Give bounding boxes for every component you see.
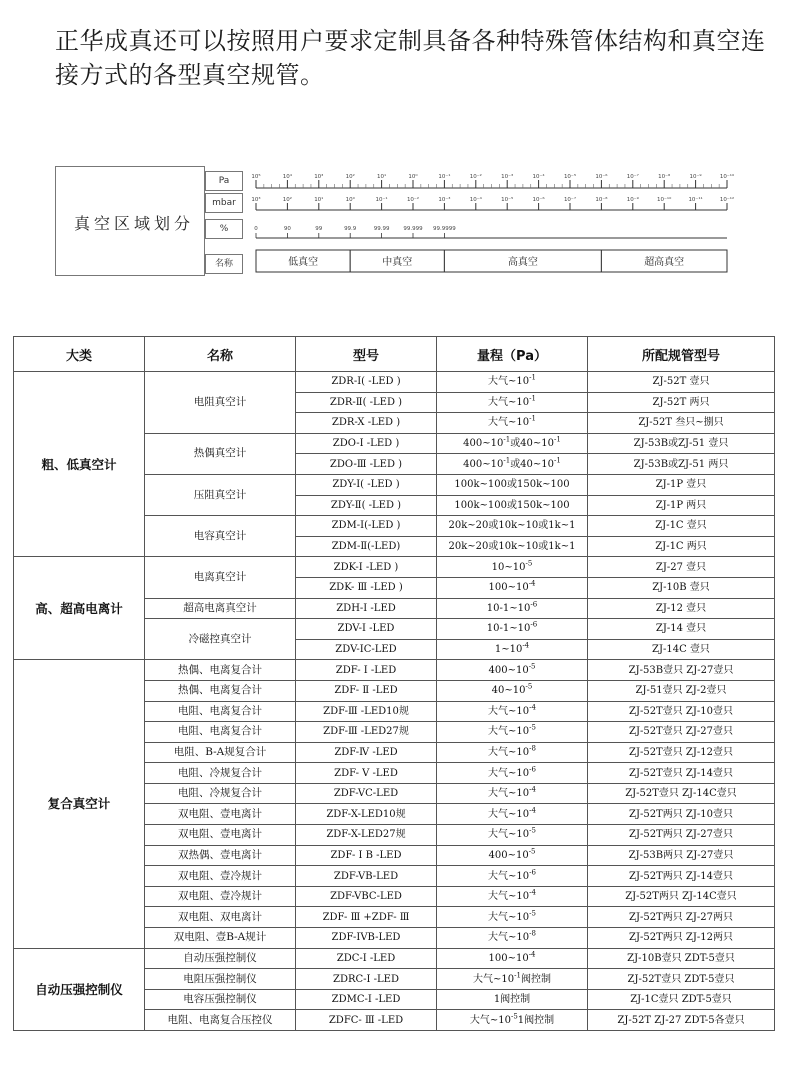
range-cell: 大气$\sim 10^{-1}$ — [437, 372, 588, 393]
pa-tick-label: 10⁻³ — [501, 174, 514, 180]
percent-tick-label: 90 — [283, 226, 291, 232]
range-cell: 100k~100或150k~100 — [437, 474, 588, 495]
region-label: 低真空 — [288, 257, 319, 268]
instrument-name-cell: 电阻、电离复合计 — [145, 722, 296, 743]
range-cell: 100k~100或150k~100 — [437, 495, 588, 516]
range-cell: 大气$\sim 10^{-5}1$阀控制 — [437, 1010, 588, 1031]
model-cell: ZDY-Ⅰ( -LED ) — [296, 474, 437, 495]
range-cell: $100\sim 10^{-4}$ — [437, 948, 588, 969]
instrument-name-cell: 电阻、冷规复合计 — [145, 763, 296, 784]
instrument-name-cell: 电阻、电离复合计 — [145, 701, 296, 722]
range-cell: $100\sim 10^{-4}$ — [437, 577, 588, 598]
gauge-cell: ZJ-10B 壹只 — [588, 577, 775, 598]
model-cell: ZDF-VC-LED — [296, 783, 437, 804]
header-model: 型号 — [296, 337, 437, 372]
model-cell: ZDY-Ⅱ( -LED ) — [296, 495, 437, 516]
instrument-name-cell: 电阻真空计 — [145, 372, 296, 434]
range-cell: 大气$\sim 10^{-4}$ — [437, 783, 588, 804]
model-cell: ZDF-X-LED27规 — [296, 825, 437, 846]
mbar-tick-label: 10⁻⁶ — [532, 197, 545, 203]
model-cell: ZDMC-Ⅰ -LED — [296, 989, 437, 1010]
mbar-tick-label: 10⁻⁴ — [469, 197, 482, 203]
model-cell: ZDF-Ⅲ -LED10规 — [296, 701, 437, 722]
instrument-name-cell: 双电阻、壹B-A规计 — [145, 928, 296, 949]
model-cell: ZDV-IC-LED — [296, 639, 437, 660]
pa-tick-label: 10⁻¹ — [438, 174, 451, 180]
model-cell: ZDM-Ⅱ(-LED) — [296, 536, 437, 557]
instrument-name-cell: 热偶、电离复合计 — [145, 680, 296, 701]
pa-tick-label: 10⁻⁹ — [689, 174, 702, 180]
gauge-cell: ZJ-52T壹只 ZJ-10壹只 — [588, 701, 775, 722]
header-range: 量程（Pa） — [437, 337, 588, 372]
mbar-tick-label: 10⁻¹¹ — [688, 197, 703, 203]
model-cell: ZDRC-Ⅰ -LED — [296, 969, 437, 990]
model-cell: ZDR-Ⅰ( -LED ) — [296, 372, 437, 393]
instrument-name-cell: 电阻、电离复合压控仪 — [145, 1010, 296, 1031]
instrument-name-cell: 超高电离真空计 — [145, 598, 296, 619]
model-cell: ZDM-Ⅰ(-LED ) — [296, 516, 437, 537]
table-row — [14, 948, 775, 969]
mbar-tick-label: 10¹ — [314, 197, 324, 203]
gauge-cell: ZJ-14 壹只 — [588, 619, 775, 640]
gauge-cell: ZJ-53B或ZJ-51 两只 — [588, 454, 775, 475]
instrument-name-cell: 电离真空计 — [145, 557, 296, 598]
model-cell: ZDF- Ⅱ -LED — [296, 680, 437, 701]
percent-tick-label: 99.9999 — [433, 226, 456, 232]
gauge-cell: ZJ-52T壹只 ZJ-27壹只 — [588, 722, 775, 743]
range-cell: 大气$\sim 10^{-4}$ — [437, 886, 588, 907]
pa-tick-label: 10⁻¹⁰ — [719, 174, 735, 180]
region-label: 高真空 — [507, 257, 538, 268]
pa-tick-label: 10⁻⁶ — [595, 174, 608, 180]
gauge-cell: ZJ-51壹只 ZJ-2壹只 — [588, 680, 775, 701]
instrument-name-cell: 冷磁控真空计 — [145, 619, 296, 660]
range-cell: $400\sim 10^{-1}$或$40\sim 10^{-1}$ — [437, 433, 588, 454]
gauge-cell: ZJ-10B壹只 ZDT-5壹只 — [588, 948, 775, 969]
instrument-name-cell: 电容压强控制仪 — [145, 989, 296, 1010]
scale-axes — [55, 166, 735, 276]
model-cell: ZDF- Ⅰ -LED — [296, 660, 437, 681]
range-cell: 大气$\sim 10^{-5}$ — [437, 907, 588, 928]
gauge-cell: ZJ-1C壹只 ZDT-5壹只 — [588, 989, 775, 1010]
instrument-name-cell: 自动压强控制仪 — [145, 948, 296, 969]
pa-tick-label: 10⁰ — [408, 174, 418, 180]
gauge-cell: ZJ-52T两只 ZJ-12两只 — [588, 928, 775, 949]
mbar-tick-label: 10² — [282, 197, 293, 203]
range-cell: 20k~20或10k~10或1k~1 — [437, 516, 588, 537]
unit-name-label: 名称 — [205, 254, 243, 274]
gauge-cell: ZJ-53B或ZJ-51 壹只 — [588, 433, 775, 454]
model-cell: ZDF-Ⅳ -LED — [296, 742, 437, 763]
header-name: 名称 — [145, 337, 296, 372]
gauge-cell: ZJ-1C 两只 — [588, 536, 775, 557]
gauge-cell: ZJ-52T 叁只~捌只 — [588, 413, 775, 434]
mbar-tick-label: 10⁰ — [345, 197, 355, 203]
range-cell: 大气$\sim 10^{-8}$ — [437, 742, 588, 763]
model-cell: ZDF-Ⅲ -LED27规 — [296, 722, 437, 743]
range-cell: 大气$\sim 10^{-4}$ — [437, 804, 588, 825]
header-category: 大类 — [14, 337, 145, 372]
instrument-name-cell: 双电阻、壹电离计 — [145, 825, 296, 846]
percent-tick-label: 99.99 — [373, 226, 390, 232]
range-cell: 大气$\sim 10^{-6}$ — [437, 763, 588, 784]
mbar-tick-label: 10⁻¹⁰ — [657, 197, 672, 203]
gauge-cell: ZJ-52T 两只 — [588, 392, 775, 413]
mbar-tick-label: 10⁻² — [406, 197, 420, 203]
model-cell: ZDF- Ⅴ -LED — [296, 763, 437, 784]
category-cell: 复合真空计 — [14, 660, 145, 948]
range-cell: 大气$\sim 10^{-5}$ — [437, 825, 588, 846]
model-cell: ZDK-Ⅰ -LED ) — [296, 557, 437, 578]
instrument-name-cell: 双电阻、双电离计 — [145, 907, 296, 928]
table-row — [14, 660, 775, 681]
gauge-cell: ZJ-1P 两只 — [588, 495, 775, 516]
range-cell: 大气$\sim 10^{-6}$ — [437, 866, 588, 887]
model-cell: ZDK- Ⅲ -LED ) — [296, 577, 437, 598]
pa-tick-label: 10⁻² — [469, 174, 482, 180]
instrument-name-cell: 双热偶、壹电离计 — [145, 845, 296, 866]
range-cell: $10\sim 10^{-5}$ — [437, 557, 588, 578]
category-cell: 粗、低真空计 — [14, 372, 145, 557]
range-cell: 1阀控制 — [437, 989, 588, 1010]
page-heading: 正华成真还可以按照用户要求定制具备各种特殊管体结构和真空连接方式的各型真空规管。 — [55, 27, 766, 89]
range-cell: 大气$\sim 10^{-5}$ — [437, 722, 588, 743]
gauge-cell: ZJ-27 壹只 — [588, 557, 775, 578]
instrument-name-cell: 热偶、电离复合计 — [145, 660, 296, 681]
gauge-cell: ZJ-53B两只 ZJ-27壹只 — [588, 845, 775, 866]
gauge-cell: ZJ-52T两只 ZJ-14C壹只 — [588, 886, 775, 907]
model-cell: ZDO-Ⅰ -LED ) — [296, 433, 437, 454]
category-cell: 高、超高电离计 — [14, 557, 145, 660]
mbar-tick-label: 10⁻³ — [438, 197, 451, 203]
instrument-name-cell: 电容真空计 — [145, 516, 296, 557]
model-cell: ZDC-Ⅰ -LED — [296, 948, 437, 969]
region-label: 中真空 — [382, 257, 413, 268]
instrument-name-cell: 压阻真空计 — [145, 474, 296, 515]
gauge-cell: ZJ-14C 壹只 — [588, 639, 775, 660]
mbar-tick-label: 10⁻¹ — [375, 197, 388, 203]
range-cell: 大气$\sim 10^{-1}$ — [437, 392, 588, 413]
gauge-cell: ZJ-52T 壹只 — [588, 372, 775, 393]
range-cell: $400\sim 10^{-1}$或$40\sim 10^{-1}$ — [437, 454, 588, 475]
range-cell: $1\sim 10^{-4}$ — [437, 639, 588, 660]
mbar-tick-label: 10³ — [251, 197, 261, 203]
pa-tick-label: 10⁻⁴ — [532, 174, 545, 180]
figure-title: 真空区域划分 — [74, 214, 195, 233]
gauge-cell: ZJ-52T ZJ-27 ZDT-5各壹只 — [588, 1010, 775, 1031]
gauge-cell: ZJ-52T壹只 ZDT-5壹只 — [588, 969, 775, 990]
pa-tick-label: 10⁴ — [282, 174, 293, 180]
range-cell: $400\sim 10^{-5}$ — [437, 845, 588, 866]
header-gauge: 所配规管型号 — [588, 337, 775, 372]
instrument-name-cell: 电阻、B-A规复合计 — [145, 742, 296, 763]
table-body — [14, 372, 775, 1031]
range-cell: 大气$\sim 10^{-4}$ — [437, 701, 588, 722]
mbar-tick-label: 10⁻⁵ — [501, 197, 514, 203]
pa-tick-label: 10⁵ — [251, 174, 261, 180]
gauge-cell: ZJ-52T壹只 ZJ-14壹只 — [588, 763, 775, 784]
pa-tick-label: 10³ — [314, 174, 324, 180]
pa-tick-label: 10² — [345, 174, 355, 180]
instrument-name-cell: 双电阻、壹电离计 — [145, 804, 296, 825]
range-cell: $400\sim 10^{-5}$ — [437, 660, 588, 681]
range-cell: 20k~20或10k~10或1k~1 — [437, 536, 588, 557]
unit-pa-label: Pa — [205, 171, 243, 191]
gauge-cell: ZJ-52T两只 ZJ-27两只 — [588, 907, 775, 928]
instrument-name-cell: 双电阻、壹冷规计 — [145, 866, 296, 887]
region-label: 超高真空 — [644, 257, 685, 268]
gauge-cell: ZJ-52T两只 ZJ-14壹只 — [588, 866, 775, 887]
instrument-name-cell: 电阻、冷规复合计 — [145, 783, 296, 804]
percent-tick-label: 0 — [254, 226, 258, 232]
percent-tick-label: 99.999 — [403, 226, 423, 232]
instrument-name-cell: 电阻压强控制仪 — [145, 969, 296, 990]
gauge-cell: ZJ-12 壹只 — [588, 598, 775, 619]
range-cell: $10-1\sim 10^{-6}$ — [437, 598, 588, 619]
mbar-tick-label: 10⁻⁹ — [626, 197, 639, 203]
model-cell: ZDO-Ⅲ -LED ) — [296, 454, 437, 475]
model-cell: ZDF-VB-LED — [296, 866, 437, 887]
range-cell: 大气$\sim 10^{-8}$ — [437, 928, 588, 949]
instrument-name-cell: 热偶真空计 — [145, 433, 296, 474]
model-cell: ZDR-X -LED ) — [296, 413, 437, 434]
model-cell: ZDV-Ⅰ -LED — [296, 619, 437, 640]
range-cell: $10-1\sim 10^{-6}$ — [437, 619, 588, 640]
pa-tick-label: 10⁻⁷ — [626, 174, 639, 180]
mbar-tick-label: 10⁻⁸ — [595, 197, 608, 203]
gauge-cell: ZJ-53B壹只 ZJ-27壹只 — [588, 660, 775, 681]
percent-tick-label: 99.9 — [344, 226, 357, 232]
vacuum-region-figure — [55, 166, 735, 276]
model-cell: ZDF- Ⅰ B -LED — [296, 845, 437, 866]
model-cell: ZDF-IVB-LED — [296, 928, 437, 949]
pa-tick-label: 10⁻⁸ — [658, 174, 671, 180]
model-cell: ZDF- Ⅲ +ZDF- Ⅲ — [296, 907, 437, 928]
gauge-cell: ZJ-52T两只 ZJ-27壹只 — [588, 825, 775, 846]
gauge-cell: ZJ-52T壹只 ZJ-14C壹只 — [588, 783, 775, 804]
category-cell: 自动压强控制仪 — [14, 948, 145, 1030]
gauge-cell: ZJ-52T壹只 ZJ-12壹只 — [588, 742, 775, 763]
gauge-cell: ZJ-1P 壹只 — [588, 474, 775, 495]
model-cell: ZDFC- Ⅲ -LED — [296, 1010, 437, 1031]
model-cell: ZDH-Ⅰ -LED — [296, 598, 437, 619]
range-cell: 大气$\sim 10^{-1}$ — [437, 413, 588, 434]
instrument-name-cell: 双电阻、壹冷规计 — [145, 886, 296, 907]
pa-tick-label: 10⁻⁵ — [563, 174, 577, 180]
specification-table — [13, 336, 775, 1031]
model-cell: ZDR-Ⅱ( -LED ) — [296, 392, 437, 413]
range-cell: $40\sim 10^{-5}$ — [437, 680, 588, 701]
mbar-tick-label: 10⁻⁷ — [563, 197, 577, 203]
pa-tick-label: 10¹ — [376, 174, 387, 180]
gauge-cell: ZJ-1C 壹只 — [588, 516, 775, 537]
table-row — [14, 557, 775, 578]
model-cell: ZDF-X-LED10规 — [296, 804, 437, 825]
range-cell: 大气$\sim 10^{-1}$阀控制 — [437, 969, 588, 990]
unit-mbar-label: mbar — [205, 193, 243, 213]
mbar-tick-label: 10⁻¹² — [719, 197, 735, 203]
table-row — [14, 372, 775, 393]
unit-percent-label: % — [205, 219, 243, 239]
model-cell: ZDF-VBC-LED — [296, 886, 437, 907]
table-header-row — [14, 337, 775, 372]
percent-tick-label: 99 — [315, 226, 323, 232]
gauge-cell: ZJ-52T两只 ZJ-10壹只 — [588, 804, 775, 825]
